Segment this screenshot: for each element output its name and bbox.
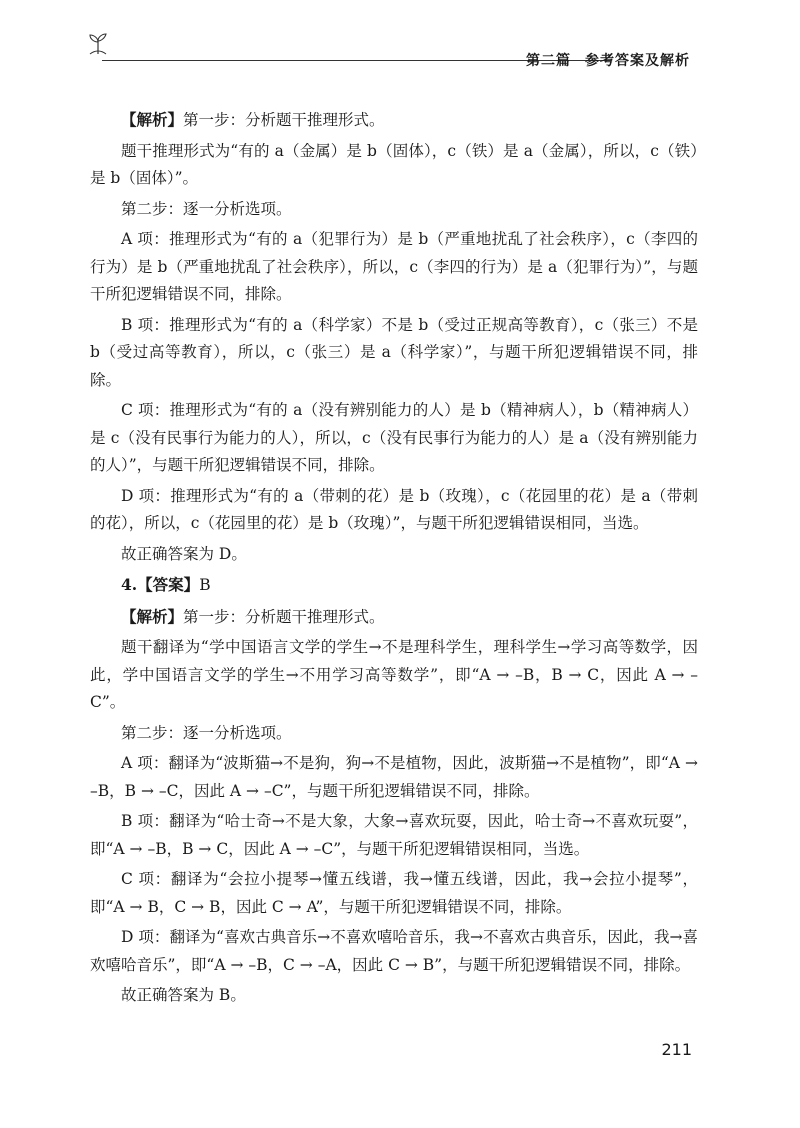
paragraph-text: D 项：翻译为“喜欢古典音乐→不喜欢嘻哈音乐，我→不喜欢古典音乐，因此，我→喜欢嘻哈音乐”，即“A → –B，C → –A，因此 C → B”，与题干所犯逻辑错误不同，排除。: [90, 928, 698, 974]
paragraph: [90, 808, 698, 863]
paragraph-text: A 项：翻译为“波斯猫→不是狗，狗→不是植物，因此，波斯猫→不是植物”，即“A → –B，B → –C，因此 A → –C”，与题干所犯逻辑错误不同，排除。: [90, 754, 698, 800]
sprout-icon: [86, 30, 110, 56]
paragraph: [90, 866, 698, 921]
paragraph: [90, 571, 698, 600]
paragraph: [90, 312, 698, 395]
paragraph-label: 【解析】: [121, 110, 184, 129]
paragraph-text: B 项：翻译为“哈士奇→不是大象，大象→喜欢玩耍，因此，哈士奇→不喜欢玩耍”，即“A → –B，B → C，因此 A → –C”，与题干所犯逻辑错误相同，当选。: [90, 812, 698, 858]
paragraph-text: B 项：推理形式为“有的 a（科学家）不是 b（受过正规高等教育），c（张三）不是 b（受过高等教育），所以，c（张三）是 a（科学家）”，与题干所犯逻辑错误不同，排除。: [90, 315, 698, 389]
paragraph-label: 【解析】: [121, 606, 184, 626]
paragraph-label: 4.【答案】: [121, 575, 200, 594]
paragraph-text: D 项：推理形式为“有的 a（带刺的花）是 b（玫瑰），c（花园里的花）是 a（带刺的花），所以，c（花园里的花）是 b（玫瑰）”，与题干所犯逻辑错误相同，当选。: [90, 486, 698, 532]
paragraph: [90, 138, 698, 193]
paragraph-text: 故正确答案为 D。: [121, 544, 247, 563]
paragraph: [90, 720, 698, 748]
paragraph-text: B: [199, 576, 211, 594]
paragraph: [90, 603, 698, 632]
header-title: 参考答案及解析: [585, 53, 690, 69]
paragraph-text: C 项：翻译为“会拉小提琴→懂五线谱，我→懂五线谱，因此，我→会拉小提琴”，即“A → B，C → B，因此 C → A”，与题干所犯逻辑错误不同，排除。: [90, 870, 698, 916]
page-number: 211: [661, 1040, 692, 1059]
paragraph-text: 题干推理形式为“有的 a（金属）是 b（固体），c（铁）是 a（金属），所以，c（铁）是 b（固体）”。: [90, 141, 698, 187]
paragraph-text: 故正确答案为 B。: [121, 986, 246, 1004]
paragraph: [90, 397, 698, 480]
paragraph-text: 第二步：逐一分析选项。: [121, 199, 292, 218]
answer-explanation-body: [90, 106, 698, 1013]
header-part: 第二篇: [526, 53, 571, 69]
paragraph: [90, 541, 698, 569]
paragraph: [90, 634, 698, 717]
paragraph: [90, 982, 698, 1010]
paragraph: [90, 106, 698, 135]
paragraph-text: C 项：推理形式为“有的 a（没有辨别能力的人）是 b（精神病人），b（精神病人）是 c（没有民事行为能力的人），所以，c（没有民事行为能力的人）是 a（没有辨别能力的人）”，与题干所犯逻辑错误不同，排除。: [90, 401, 698, 474]
paragraph-text: 第一步：分析题干推理形式。: [183, 607, 385, 626]
paragraph: [90, 226, 698, 309]
running-header: [526, 50, 690, 70]
paragraph-text: 第二步：逐一分析选项。: [121, 723, 292, 742]
paragraph-text: 题干翻译为“学中国语言文学的学生→不是理科学生，理科学生→学习高等数学，因此，学中国语言文学的学生→不用学习高等数学”，即“A → –B，B → C，因此 A → –C”。: [90, 638, 698, 711]
paragraph-text: 第一步：分析题干推理形式。: [183, 111, 385, 129]
paragraph: [90, 924, 698, 979]
paragraph: [90, 196, 698, 224]
paragraph: [90, 750, 698, 805]
paragraph-text: A 项：推理形式为“有的 a（犯罪行为）是 b（严重地扰乱了社会秩序），c（李四的行为）是 b（严重地扰乱了社会秩序），所以，c（李四的行为）是 a（犯罪行为）”，与题干所犯逻辑错误不同，排除。: [90, 230, 698, 303]
paragraph: [90, 483, 698, 538]
